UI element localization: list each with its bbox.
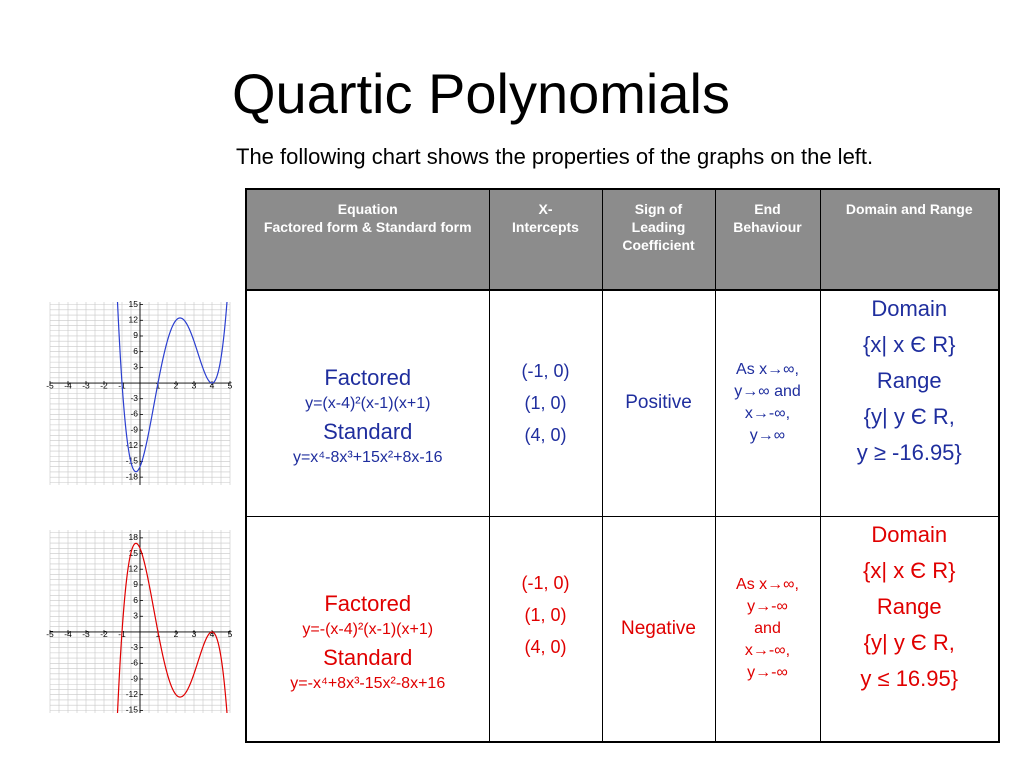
end-behaviour-line: x→-∞, [744,641,791,659]
end-behaviour-line: x→-∞, [744,405,791,423]
standard-label: Standard [323,644,413,670]
x-intercept: (1, 0) [524,393,567,414]
x-tick-label: -3 [82,629,90,640]
x-tick-label: 4 [209,380,215,391]
domain-set: {x| x Є R} [863,557,956,583]
table-row [246,516,999,742]
graph-positive-quartic [46,298,233,485]
cell-equation [246,290,489,516]
x-tick-label: -1 [118,380,126,391]
y-tick-label: -9 [130,673,138,684]
y-tick-label: 18 [128,532,138,543]
graph-positive-quartic-svg [46,298,233,485]
y-tick-label: -6 [130,657,138,668]
x-tick-label: 5 [227,629,233,640]
domain-label: Domain [871,521,948,547]
cell-sign [602,516,715,742]
x-tick-label: 1 [155,629,161,640]
table-header-row [246,189,999,290]
y-tick-label: -15 [125,455,138,466]
y-tick-label: 6 [133,594,138,605]
header-sign [602,189,715,290]
domain-set: {x| x Є R} [863,332,956,357]
y-tick-label: 15 [128,298,138,309]
x-tick-label: -5 [46,629,54,640]
y-tick-label: 3 [133,361,138,372]
graph-negative-quartic-svg [46,530,233,715]
cell-x-intercepts [489,290,602,516]
x-tick-label: -2 [100,629,108,640]
properties-table [245,188,1000,743]
x-intercept: (-1, 0) [521,572,570,593]
range-condition: y ≥ -16.95} [856,440,962,465]
factored-equation: y=-(x-4)²(x-1)(x+1) [302,620,434,638]
x-intercept: (-1, 0) [521,361,570,382]
end-behaviour-line: and [754,619,781,637]
range-set: {y| y Є R, [863,629,955,655]
sign-value: Negative [621,617,696,639]
header-x-intercepts-label: X-Intercepts [512,201,579,235]
standard-equation: y=x⁴-8x³+15x²+8x-16 [292,449,443,467]
cell-end-behaviour [715,516,820,742]
x-tick-label: 4 [209,629,215,640]
cell-domain-range [820,290,999,516]
slide-subtitle: The following chart shows the properties of the graphs on the left. [236,144,874,169]
y-tick-label: -3 [130,392,138,403]
sign-value: Positive [625,392,692,414]
header-equation-subtitle: Factored form & Standard form [263,219,472,235]
x-tick-label: -5 [46,380,54,391]
cell-x-intercepts [489,516,602,742]
y-tick-label: 3 [133,610,138,621]
y-tick-label: -9 [130,424,138,435]
end-behaviour-line: y→-∞ [747,597,788,615]
table-row [246,290,999,516]
y-tick-label: -12 [125,688,138,699]
range-condition: y ≤ 16.95} [860,665,959,691]
cell-end-behaviour [715,290,820,516]
x-tick-label: -1 [118,629,126,640]
y-tick-label: 12 [128,314,138,325]
y-tick-label: 12 [128,563,138,574]
range-label: Range [876,368,942,393]
cell-equation [246,516,489,742]
y-tick-label: -6 [130,408,138,419]
y-tick-label: 9 [133,579,138,590]
header-domain-range [820,189,999,290]
cell-domain-range [820,516,999,742]
x-intercept: (4, 0) [524,636,567,657]
x-intercept: (1, 0) [524,604,567,625]
factored-label: Factored [324,365,412,391]
y-tick-label: -18 [125,471,138,482]
range-set: {y| y Є R, [863,404,955,429]
header-domain-range-label: Domain and Range [845,201,973,217]
x-tick-label: 3 [191,380,197,391]
end-behaviour-line: y→-∞ [747,663,788,681]
x-tick-label: 5 [227,380,233,391]
x-tick-label: 2 [173,629,179,640]
standard-label: Standard [323,419,413,445]
y-tick-label: -15 [125,704,138,715]
slide-title: Quartic Polynomials [232,62,730,125]
x-tick-label: 1 [155,380,161,391]
range-label: Range [876,593,942,619]
x-tick-label: 2 [173,380,179,391]
y-tick-label: 15 [128,547,138,558]
factored-label: Factored [324,590,412,616]
end-behaviour-line: y→∞ [749,427,786,445]
header-equation [246,189,489,290]
header-sign-label: Sign of Leading Coefficient [622,201,695,253]
header-x-intercepts [489,189,602,290]
standard-equation: y=-x⁴+8x³-15x²-8x+16 [290,674,446,692]
x-tick-label: -4 [64,629,72,640]
graph-negative-quartic [46,530,233,715]
x-tick-label: 3 [191,629,197,640]
header-end-behaviour-label: End Behaviour [733,201,802,235]
end-behaviour-line: As x→∞, [736,575,799,593]
y-tick-label: -12 [125,440,138,451]
header-equation-title: Equation [337,201,398,217]
end-behaviour-line: As x→∞, [736,361,799,379]
domain-label: Domain [871,296,948,321]
y-tick-label: -3 [130,641,138,652]
x-tick-label: -3 [82,380,90,391]
factored-equation: y=(x-4)²(x-1)(x+1) [305,395,431,413]
end-behaviour-line: y→∞ and [734,383,801,401]
header-end-behaviour [715,189,820,290]
y-tick-label: 6 [133,345,138,356]
x-intercept: (4, 0) [524,425,567,446]
y-tick-label: 9 [133,330,138,341]
cell-sign [602,290,715,516]
x-tick-label: -2 [100,380,108,391]
x-tick-label: -4 [64,380,72,391]
